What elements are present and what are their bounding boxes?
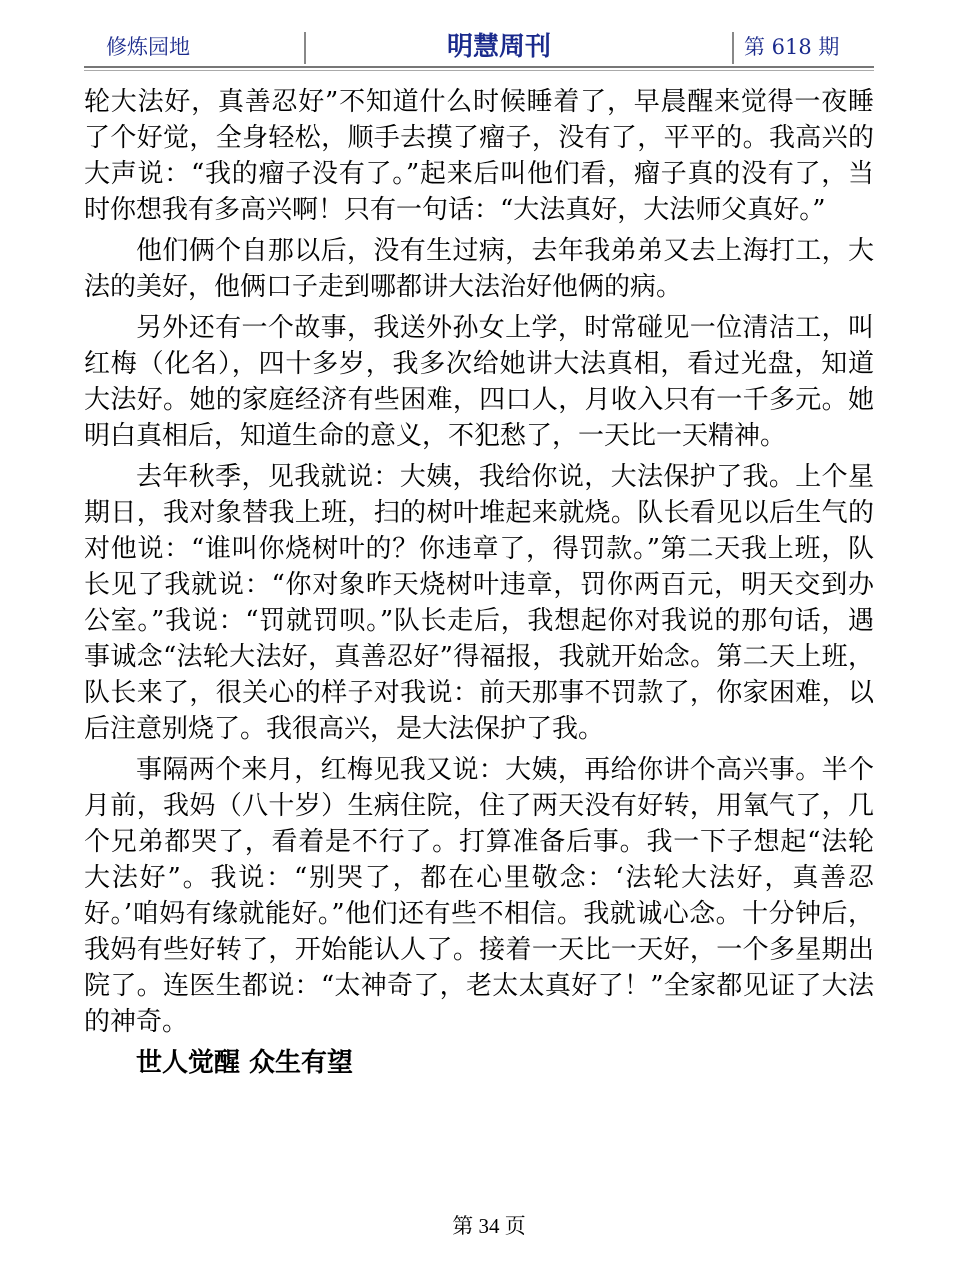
paragraph: 另外还有一个故事，我送外孙女上学，时常碰见一位清洁工，叫红梅（化名），四十多岁，我多次给她讲大法真相，看过光盘，知道大法好。她的家庭经济有些困难，四口人，月收入只有一千多元。她明白真相后，知道生命的意义，不犯愁了，一天比一天精神。 — [84, 313, 874, 451]
publication-title: 明慧周刊 — [446, 32, 551, 62]
header-rule-thin — [84, 70, 874, 71]
section-label: 修炼园地 — [106, 35, 190, 59]
paragraph: 他们俩个自那以后，没有生过病，去年我弟弟又去上海打工，大法的美好，他俩口子走到哪都讲大法治好他俩的病。 — [84, 236, 874, 302]
section-subheading: 世人觉醒 众生有望 — [136, 1048, 354, 1078]
header-divider-left — [304, 32, 306, 64]
paragraph: 轮大法好，真善忍好”不知道什么时候睡着了，早晨醒来觉得一夜睡了个好觉，全身轻松，顺手去摸了瘤子，没有了，平平的。我高兴的大声说：“我的瘤子没有了。”起来后叫他们看，瘤子真的没有了，当时你想我有多高兴啊！只有一句话：“大法真好，大法师父真好。” — [84, 87, 874, 225]
page-header — [84, 24, 874, 68]
article-body — [84, 84, 874, 1086]
header-rule — [84, 66, 874, 68]
issue-number: 第 618 期 — [744, 35, 840, 59]
page-number: 第 34 页 — [452, 1214, 526, 1238]
paragraph: 事隔两个来月，红梅见我又说：大姨，再给你讲个高兴事。半个月前，我妈（八十岁）生病住院，住了两天没有好转，用氧气了，几个兄弟都哭了，看着是不行了。打算准备后事。我一下子想起“法轮大法好”。我说：“别哭了，都在心里敬念：‘法轮大法好，真善忍好。’咱妈有缘就能好。”他们还有些不相信。我就诚心念。十分钟后，我妈有些好转了，开始能认人了。接着一天比一天好，一个多星期出院了。连医生都说：“太神奇了，老太太真好了！”全家都见证了大法的神奇。 — [84, 755, 874, 1037]
paragraph: 去年秋季，见我就说：大姨，我给你说，大法保护了我。上个星期日，我对象替我上班，扫的树叶堆起来就烧。队长看见以后生气的对他说：“谁叫你烧树叶的？你违章了，得罚款。”第二天我上班，队长见了我就说：“你对象昨天烧树叶违章，罚你两百元，明天交到办公室。”我说：“罚就罚呗。”队长走后，我想起你对我说的那句话，遇事诚念“法轮大法好，真善忍好”得福报，我就开始念。第二天上班，队长来了，很关心的样子对我说：前天那事不罚款了，你家困难，以后注意别烧了。我很高兴，是大法保护了我。 — [84, 462, 874, 744]
